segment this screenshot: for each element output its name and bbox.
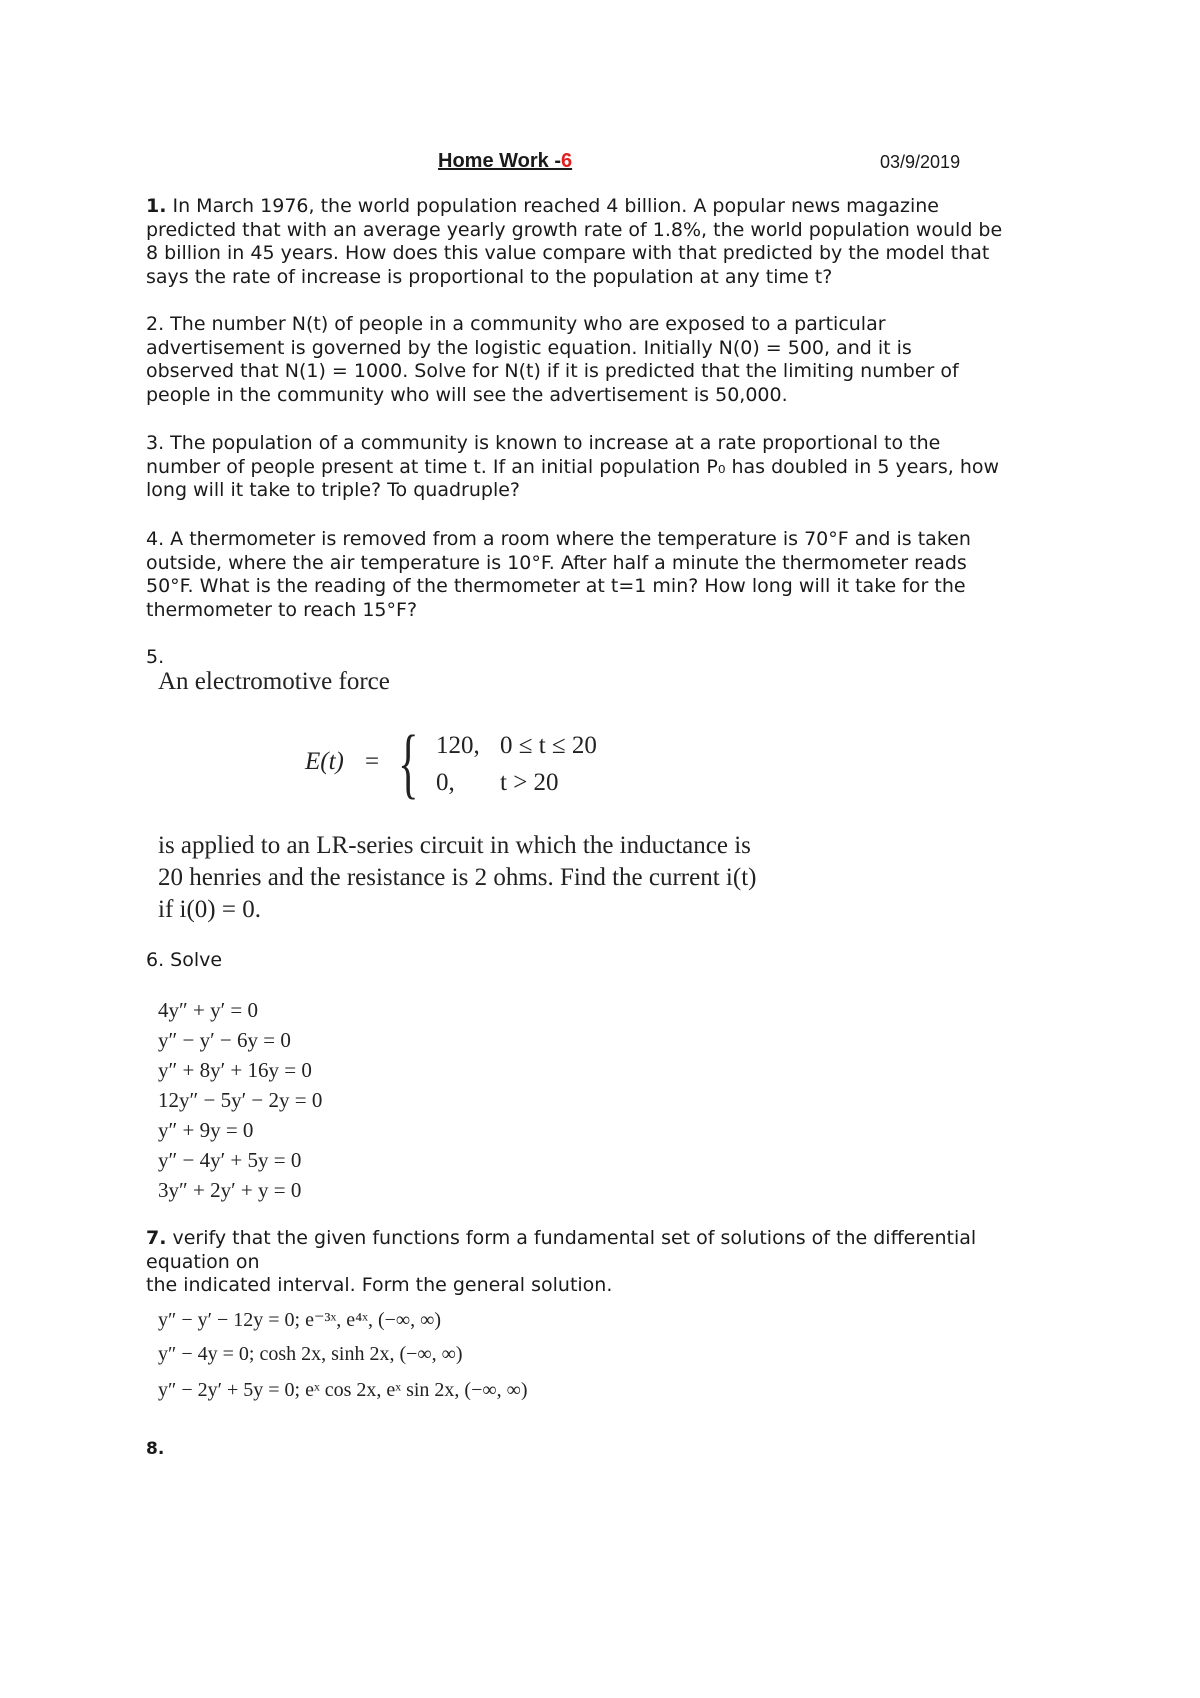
q7-set: y″ − y′ − 12y = 0; e⁻³ˣ, e⁴ˣ, (−∞, ∞) xyxy=(158,1309,442,1331)
q1-number: 1. xyxy=(146,195,167,217)
q7-line-text: verify that the given functions form a fundamental set of solutions of the differential xyxy=(172,1227,977,1249)
q5-equals: = xyxy=(365,748,380,775)
q7-set: y″ − 4y = 0; cosh 2x, sinh 2x, (−∞, ∞) xyxy=(158,1343,463,1365)
q2-line: observed that N(1) = 1000. Solve for N(t) if it is predicted that the limiting number of xyxy=(146,360,959,382)
q3-line: 3. The population of a community is known to increase at a rate proportional to the xyxy=(146,432,941,454)
q6-equation: y″ − 4y′ + 5y = 0 xyxy=(158,1148,302,1172)
q2-line: 2. The number N(t) of people in a community who are exposed to a particular xyxy=(146,313,886,335)
q8-number: 8. xyxy=(146,1439,165,1459)
q5-function: E(t) xyxy=(305,748,344,775)
q3-line: long will it take to triple? To quadruple? xyxy=(146,479,520,501)
question-4 xyxy=(146,528,1076,622)
q1-line: 8 billion in 45 years. How does this value compare with that predicted by the model that xyxy=(146,242,990,264)
q5-number: 5. xyxy=(146,646,165,668)
q1-line xyxy=(146,195,1076,219)
q5-intro: An electromotive force xyxy=(158,668,390,695)
title-number: 6 xyxy=(560,150,573,172)
q6-equation: 3y″ + 2y′ + y = 0 xyxy=(158,1178,302,1202)
q7-line xyxy=(146,1227,1076,1251)
page-title xyxy=(438,150,572,173)
q6-equation: y″ + 8y′ + 16y = 0 xyxy=(158,1058,312,1082)
q1-line-text: In March 1976, the world population reached 4 billion. A popular news magazine xyxy=(172,195,939,217)
piecewise-brace: { xyxy=(398,719,419,806)
q4-line: 50°F. What is the reading of the thermometer at t=1 min? How long will it take for the xyxy=(146,575,966,597)
question-2 xyxy=(146,313,1076,407)
q4-line: thermometer to reach 15°F? xyxy=(146,598,418,621)
q5-case1-condition: 0 ≤ t ≤ 20 xyxy=(500,732,597,759)
q5-case1-value: 120, xyxy=(436,732,480,759)
q5-tail-line: is applied to an LR-series circuit in which the inductance is xyxy=(158,832,751,859)
q7-set: y″ − 2y′ + 5y = 0; eˣ cos 2x, eˣ sin 2x, (−∞, ∞) xyxy=(158,1379,528,1401)
q6-equation: y″ + 9y = 0 xyxy=(158,1118,254,1142)
q7-line: the indicated interval. Form the general solution. xyxy=(146,1274,613,1296)
q1-line: says the rate of increase is proportional to the population at any time t? xyxy=(146,265,833,288)
q4-line: 4. A thermometer is removed from a room where the temperature is 70°F and is taken xyxy=(146,528,971,550)
q6-equation: 12y″ − 5y′ − 2y = 0 xyxy=(158,1088,323,1112)
q5-tail-line: 20 henries and the resistance is 2 ohms. Find the current i(t) xyxy=(158,864,757,891)
question-1 xyxy=(146,195,1076,289)
question-3 xyxy=(146,432,1076,503)
q7-number: 7. xyxy=(146,1227,167,1249)
q1-line: predicted that with an average yearly growth rate of 1.8%, the world population would be xyxy=(146,218,1003,241)
title-text: Home Work - xyxy=(438,150,561,172)
question-7 xyxy=(146,1227,1076,1298)
q6-label: 6. Solve xyxy=(146,949,223,971)
q3-line: number of people present at time t. If an initial population P₀ has doubled in 5 years, how xyxy=(146,455,1000,478)
q5-tail-line: if i(0) = 0. xyxy=(158,896,261,923)
date: 03/9/2019 xyxy=(880,152,961,172)
q5-case2-value: 0, xyxy=(436,769,455,796)
q4-line: outside, where the air temperature is 10°F. After half a minute the thermometer reads xyxy=(146,551,967,574)
q5-case2-condition: t > 20 xyxy=(500,769,559,796)
q2-line: people in the community who will see the advertisement is 50,000. xyxy=(146,383,788,406)
q7-line: equation on xyxy=(146,1250,260,1273)
q6-equation: y″ − y′ − 6y = 0 xyxy=(158,1028,291,1052)
q2-line: advertisement is governed by the logistic equation. Initially N(0) = 500, and it is xyxy=(146,336,912,359)
q6-equation: 4y″ + y′ = 0 xyxy=(158,998,259,1022)
